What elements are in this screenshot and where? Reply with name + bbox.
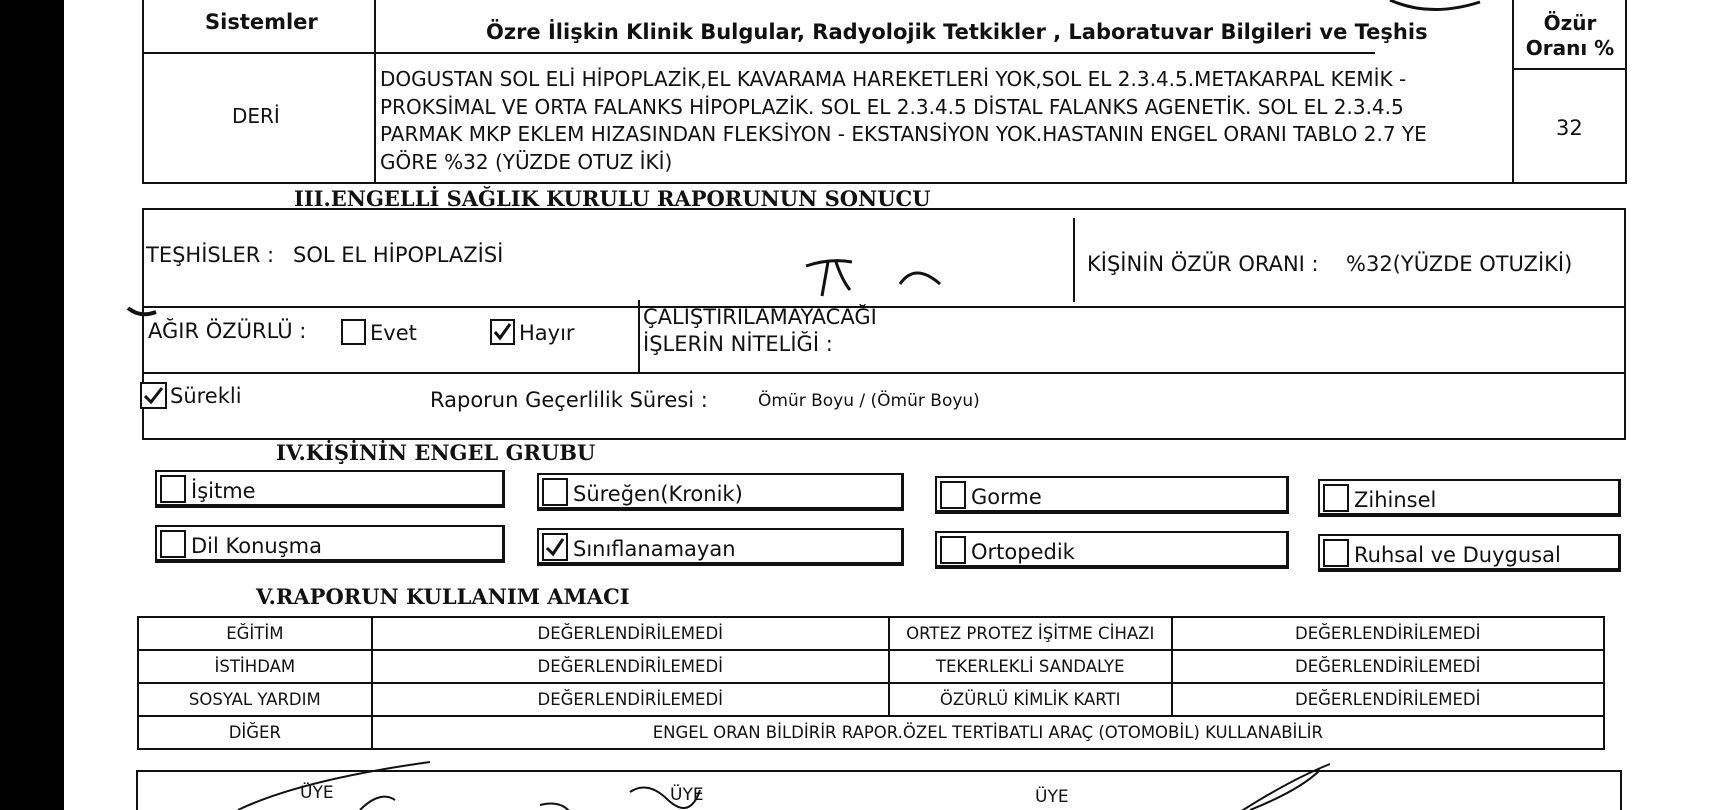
disability-rate-value: %32(YÜZDE OTUZİKİ) — [1346, 252, 1573, 276]
signature-stroke — [360, 797, 395, 810]
permanent-label: Sürekli — [170, 384, 242, 408]
usage-result: DEĞERLENDİRİLEMEDİ — [372, 683, 889, 716]
group-mental-label: Zihinsel — [1354, 488, 1437, 512]
stamp-arc — [1390, 0, 1480, 10]
usage-item-result: DEĞERLENDİRİLEMEDİ — [1172, 683, 1604, 716]
usage-item-result: DEĞERLENDİRİLEMEDİ — [1172, 650, 1604, 683]
usage-purpose: SOSYAL YARDIM — [138, 683, 372, 716]
group-unclassified-label: Sınıflanamayan — [573, 537, 736, 561]
system-cell: DERİ — [232, 104, 280, 128]
col-header-rate-line2: Oranı % — [1525, 36, 1615, 60]
group-vision-label: Gorme — [971, 485, 1042, 509]
tick-mark — [128, 308, 156, 314]
member-label: ÜYE — [300, 783, 334, 803]
severe-disability-label: AĞIR ÖZÜRLÜ : — [148, 319, 307, 343]
usage-result: DEĞERLENDİRİLEMEDİ — [372, 617, 889, 650]
severe-yes-label: Evet — [370, 321, 417, 345]
usage-other-label: DİĞER — [138, 716, 372, 749]
validity-label: Raporun Geçerlilik Süresi : — [430, 388, 708, 412]
diagnoses-value: SOL EL HİPOPLAZİSİ — [293, 243, 504, 267]
signature-stroke — [238, 762, 430, 810]
col-header-system: Sistemler — [205, 10, 318, 34]
col-header-findings: Özre İlişkin Klinik Bulgular, Radyolojik Tetkikler , Laboratuvar Bilgileri ve Teşhis — [486, 20, 1428, 44]
member-label: ÜYE — [670, 785, 704, 805]
section5-title: V.RAPORUN KULLANIM AMACI — [256, 584, 630, 609]
usage-result: DEĞERLENDİRİLEMEDİ — [372, 650, 889, 683]
usage-item: ÖZÜRLÜ KİMLİK KARTI — [889, 683, 1172, 716]
col-header-rate-line1: Özür — [1543, 11, 1597, 35]
severe-no-label: Hayır — [519, 321, 575, 345]
section3-title: III.ENGELLİ SAĞLIK KURULU RAPORUNUN SONUCU — [294, 186, 931, 211]
group-chronic-label: Süreğen(Kronik) — [573, 482, 743, 506]
section4-title: IV.KİŞİNİN ENGEL GRUBU — [276, 440, 596, 465]
initial-mark — [806, 261, 852, 296]
group-hearing-label: İşitme — [191, 479, 256, 503]
usage-item-result: DEĞERLENDİRİLEMEDİ — [1172, 617, 1604, 650]
usage-purpose: EĞİTİM — [138, 617, 372, 650]
diagnoses-label: TEŞHİSLER : — [146, 243, 275, 267]
unworkable-line: ÇALIŞTIRILAMAYACAĞI — [643, 305, 877, 329]
validity-value: Ömür Boyu / (Ömür Boyu) — [758, 391, 980, 411]
group-orthopedic-label: Ortopedik — [971, 540, 1075, 564]
usage-item: ORTEZ PROTEZ İŞİTME CİHAZI — [889, 617, 1172, 650]
usage-other-value: ENGEL ORAN BİLDİRİR RAPOR.ÖZEL TERTİBATLI ARAÇ (OTOMOBİL) KULLANABİLİR — [372, 716, 1604, 749]
usage-item: TEKERLEKLİ SANDALYE — [889, 650, 1172, 683]
rate-cell: 32 — [1556, 116, 1583, 140]
group-speech-label: Dil Konuşma — [191, 534, 322, 558]
signature-stroke — [540, 788, 700, 810]
unworkable-line: İŞLERİN NİTELİĞİ : — [643, 332, 833, 356]
findings-line: DOGUSTAN SOL ELİ HİPOPLAZİK,EL KAVARAMA HAREKETLERİ YOK,SOL EL 2.3.4.5.METAKARPAL KEMİK - — [380, 67, 1407, 91]
signature-stroke — [1240, 764, 1330, 810]
initial-mark — [900, 273, 940, 284]
disability-rate-label: KİŞİNİN ÖZÜR ORANI : — [1087, 252, 1319, 276]
findings-line: PARMAK MKP EKLEM HIZASINDAN FLEKSİYON - EKSTANSİYON YOK.HASTANIN ENGEL ORANI TABLO 2.7 YE — [380, 122, 1427, 146]
usage-purpose: İSTİHDAM — [138, 650, 372, 683]
group-psychiatric-label: Ruhsal ve Duygusal — [1354, 543, 1561, 567]
findings-line: PROKSİMAL VE ORTA FALANKS HİPOPLAZİK. SOL EL 2.3.4.5 DİSTAL FALANKS AGENETİK. SOL EL 2.3.4.5 — [380, 94, 1404, 119]
member-label: ÜYE — [1035, 787, 1069, 807]
findings-line: GÖRE %32 (YÜZDE OTUZ İKİ) — [380, 149, 673, 174]
